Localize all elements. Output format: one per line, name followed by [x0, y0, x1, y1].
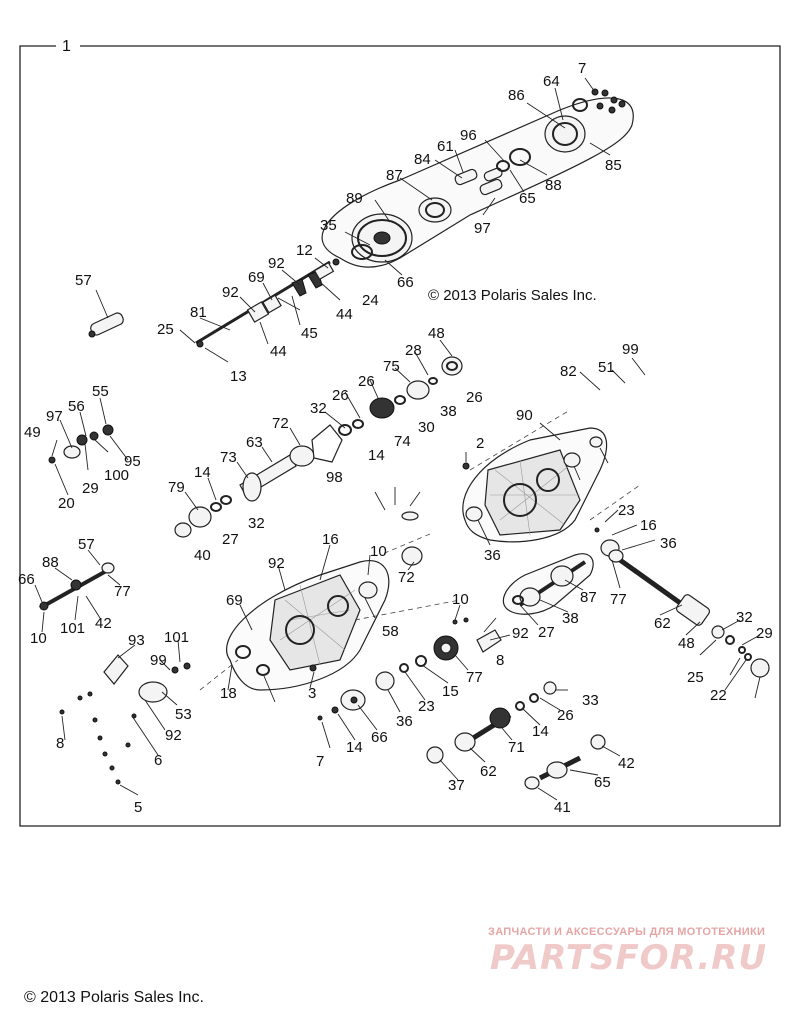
callout: 12 [296, 242, 313, 259]
callout: 25 [157, 321, 174, 338]
callout: 32 [736, 609, 753, 626]
callout: 85 [605, 157, 622, 174]
callout: 27 [222, 531, 239, 548]
callout: 27 [538, 624, 555, 641]
callout: 8 [496, 652, 505, 669]
callout: 82 [560, 363, 577, 380]
rear-housing-icon [463, 428, 607, 542]
callout: 69 [226, 592, 243, 609]
callout: 77 [114, 583, 131, 600]
callout: 62 [480, 763, 497, 780]
callout: 81 [190, 304, 207, 321]
callout: 18 [220, 685, 237, 702]
callout: 74 [394, 433, 411, 450]
callout: 79 [168, 479, 185, 496]
callout: 72 [272, 415, 289, 432]
callout: 101 [60, 620, 86, 637]
bottom-copyright: © 2013 Polaris Sales Inc. [24, 989, 204, 1006]
callout: 84 [414, 151, 431, 168]
callout: 45 [301, 325, 318, 342]
bolt-set-icon [60, 692, 136, 784]
watermark-subtitle: ЗАПЧАСТИ И АКСЕССУАРЫ ДЛЯ МОТОТЕХНИКИ [488, 926, 766, 938]
callout: 100 [104, 467, 130, 484]
callout: 26 [332, 387, 349, 404]
gearcase-cover-group [322, 89, 633, 267]
callout: 62 [654, 615, 671, 632]
drive-gear-icon [352, 214, 412, 262]
callout: 14 [532, 723, 549, 740]
watermark-brand: PARTSFOR.RU [490, 938, 768, 978]
callout: 38 [562, 610, 579, 627]
callout: 23 [418, 698, 435, 715]
callout: 93 [128, 632, 145, 649]
callout: 57 [75, 272, 92, 289]
callout: 72 [398, 569, 415, 586]
callout: 20 [58, 495, 75, 512]
callout: 37 [448, 777, 465, 794]
callout: 95 [124, 453, 141, 470]
callout: 51 [598, 359, 615, 376]
callout: 101 [164, 629, 190, 646]
callout: 75 [383, 358, 400, 375]
callout: 14 [346, 739, 363, 756]
callout: 7 [578, 60, 587, 77]
callout: 7 [316, 753, 325, 770]
idler-gear-icon [419, 198, 451, 222]
callout: 10 [30, 630, 47, 647]
callout: 58 [382, 623, 399, 640]
callout: 8 [56, 735, 65, 752]
callout: 99 [150, 652, 167, 669]
callout: 66 [18, 571, 35, 588]
callout: 92 [222, 284, 239, 301]
callout: 15 [442, 683, 459, 700]
callout: 32 [310, 400, 327, 417]
callout: 44 [336, 306, 353, 323]
callout: 16 [640, 517, 657, 534]
front-housing-icon [227, 561, 389, 690]
callout: 36 [396, 713, 413, 730]
callout: 92 [268, 555, 285, 572]
callout: 5 [134, 799, 143, 816]
callout: 3 [308, 685, 317, 702]
callout: 66 [371, 729, 388, 746]
callout: 92 [268, 255, 285, 272]
callout: 36 [484, 547, 501, 564]
callout: 10 [370, 543, 387, 560]
callout: 35 [320, 217, 337, 234]
callout: 55 [92, 383, 109, 400]
callout: 88 [545, 177, 562, 194]
callout: 88 [42, 554, 59, 571]
callout: 13 [230, 368, 247, 385]
callout: 97 [46, 408, 63, 425]
callout: 10 [452, 591, 469, 608]
callout: 28 [405, 342, 422, 359]
callout: 33 [582, 692, 599, 709]
callout: 32 [248, 515, 265, 532]
callout: 63 [246, 434, 263, 451]
callout: 40 [194, 547, 211, 564]
callout: 26 [358, 373, 375, 390]
callout: 61 [437, 138, 454, 155]
callout: 90 [516, 407, 533, 424]
callout: 48 [428, 325, 445, 342]
callout: 44 [270, 343, 287, 360]
callout: 42 [95, 615, 112, 632]
callout: 48 [678, 635, 695, 652]
callout: 26 [557, 707, 574, 724]
callout: 30 [418, 419, 435, 436]
callout: 98 [326, 469, 343, 486]
callout: 14 [368, 447, 385, 464]
callout: 26 [466, 389, 483, 406]
callout: 77 [466, 669, 483, 686]
callout: 86 [508, 87, 525, 104]
callout: 77 [610, 591, 627, 608]
callout: 87 [386, 167, 403, 184]
diagram-frame [20, 38, 780, 826]
callout: 96 [460, 127, 477, 144]
lower-left-bracket-icon [60, 655, 190, 784]
callout: 65 [594, 774, 611, 791]
callout: 22 [710, 687, 727, 704]
callout: 25 [687, 669, 704, 686]
callout: 36 [660, 535, 677, 552]
callout: 23 [618, 502, 635, 519]
callout: 92 [165, 727, 182, 744]
callout: 89 [346, 190, 363, 207]
callout: 66 [397, 274, 414, 291]
callout: 56 [68, 398, 85, 415]
selector-lever-icon [49, 425, 113, 463]
callout: 69 [248, 269, 265, 286]
frame-number: 1 [62, 38, 71, 55]
callout: 73 [220, 449, 237, 466]
callout: 24 [362, 292, 379, 309]
callout: 57 [78, 536, 95, 553]
callout: 38 [440, 403, 457, 420]
callout: 2 [476, 435, 485, 452]
callout: 92 [512, 625, 529, 642]
callout: 16 [322, 531, 339, 548]
callout: 6 [154, 752, 163, 769]
callout: 29 [82, 480, 99, 497]
callout: 64 [543, 73, 560, 90]
callout: 14 [194, 464, 211, 481]
inner-copyright: © 2013 Polaris Sales Inc. [428, 287, 597, 304]
callout: 49 [24, 424, 41, 441]
callout: 71 [508, 739, 525, 756]
callout: 53 [175, 706, 192, 723]
callout: 97 [474, 220, 491, 237]
callout: 42 [618, 755, 635, 772]
callout: 41 [554, 799, 571, 816]
callout: 65 [519, 190, 536, 207]
callout: 99 [622, 341, 639, 358]
callout: 29 [756, 625, 773, 642]
callout: 87 [580, 589, 597, 606]
